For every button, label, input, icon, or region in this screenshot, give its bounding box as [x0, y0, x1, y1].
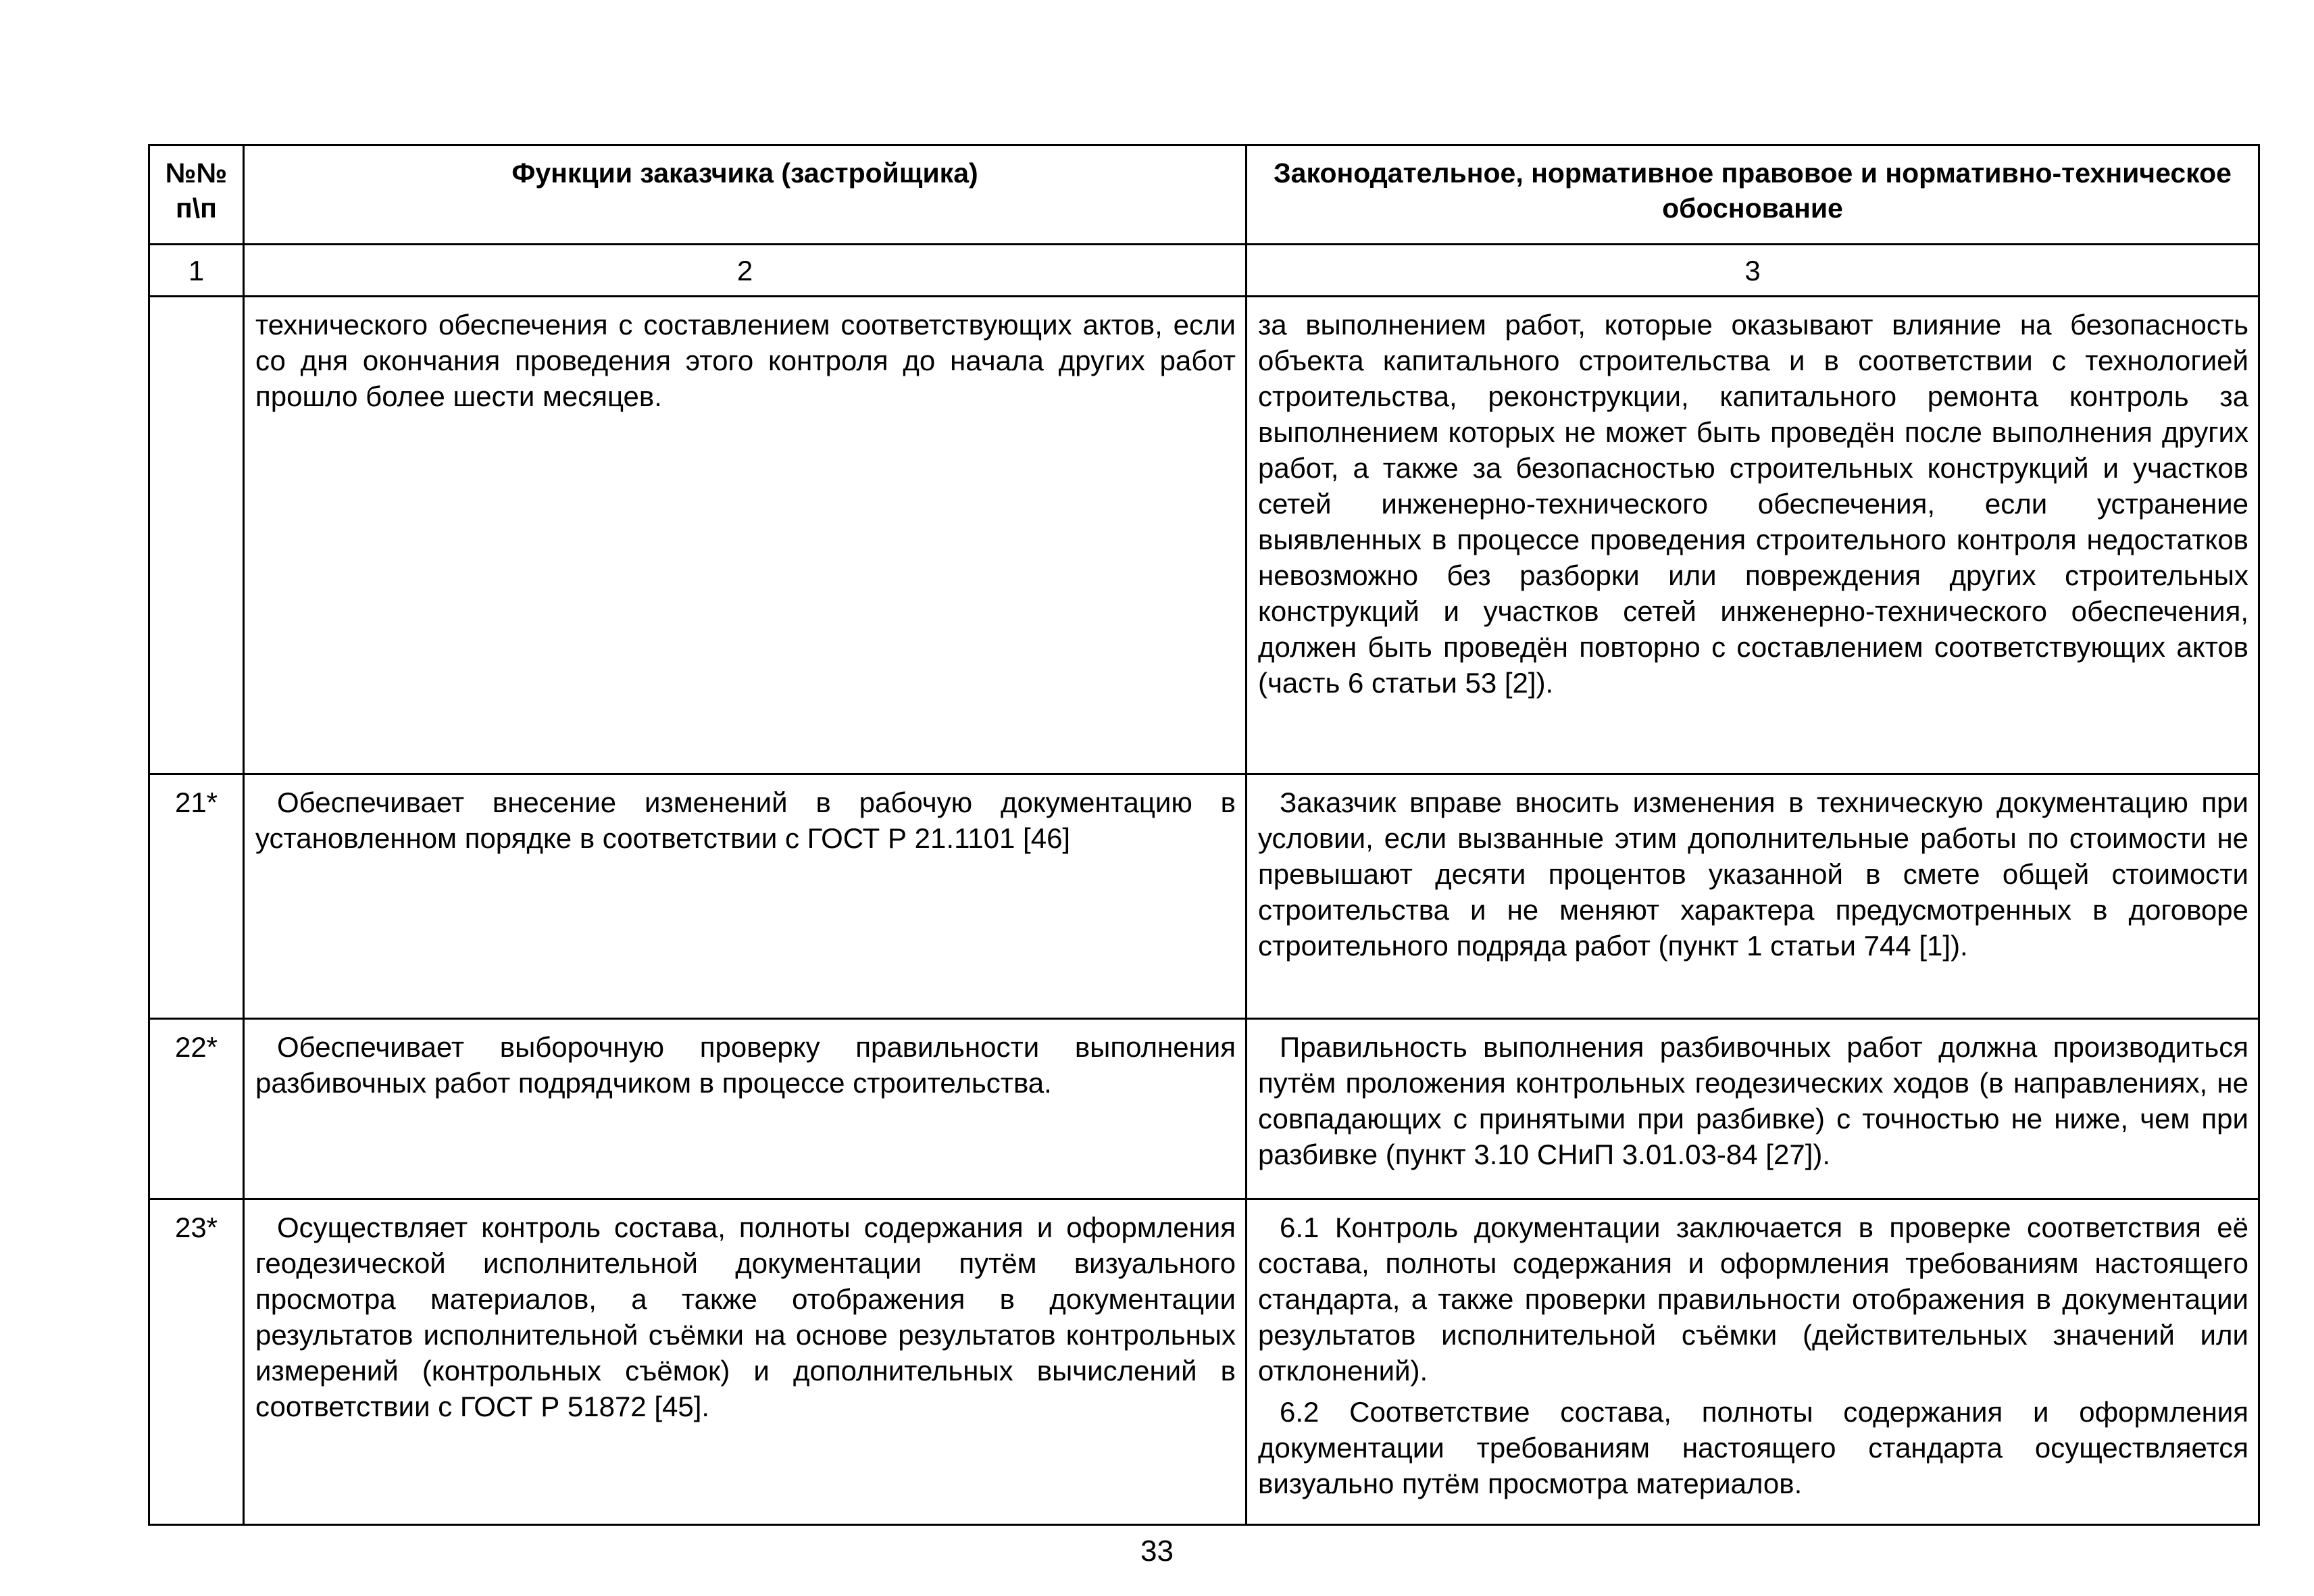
- column-number: 2: [244, 245, 1247, 297]
- column-number: 1: [149, 245, 244, 297]
- header-functions: Функции заказчика (застройщика): [244, 145, 1247, 245]
- function-text: Осуществляет контроль состава, полноты содержания и оформления геодезической исполнительной документации путём визуального просмотра материалов, а также отображения в документации результатов исполнительной съёмки на основе результатов контрольных измерений (контрольных съёмок) и дополнительных вычислений в соответствии с ГОСТ Р 51872 [45].: [255, 1212, 1236, 1422]
- basis-text: 6.2 Соответствие состава, полноты содержания и оформления документации требованиям настоящего стандарта осуществляется визуально путём просмотра материалов.: [1258, 1396, 2248, 1499]
- header-num: №№ п\п: [149, 145, 244, 245]
- function-text: Обеспечивает выборочную проверку правильности выполнения разбивочных работ подрядчиком в процессе строительства.: [255, 1031, 1236, 1099]
- function-cell: [244, 1199, 1247, 1525]
- table-row: [149, 1199, 2259, 1525]
- function-cell: [244, 297, 1247, 774]
- basis-text: Правильность выполнения разбивочных работ должна производиться путём проложения контрольных геодезических ходов (в направлениях, не совпадающих с принятыми при разбивке) с точностью не ниже, чем при разбивке (пункт 3.10 СНиП 3.01.03-84 [27]).: [1258, 1031, 2248, 1170]
- function-cell: [244, 1019, 1247, 1199]
- function-text: технического обеспечения с составлением соответствующих актов, если со дня окончания проведения этого контроля до начала других работ прошло более шести месяцев.: [255, 309, 1236, 412]
- basis-cell: [1247, 774, 2259, 1019]
- row-number: 21*: [149, 774, 244, 1019]
- page-number: 33: [1140, 1535, 1174, 1568]
- header-basis: Законодательное, нормативное правовое и нормативно-техническое обоснование: [1247, 145, 2259, 245]
- basis-cell: [1247, 297, 2259, 774]
- column-numbers-row: [149, 245, 2259, 297]
- column-number: 3: [1247, 245, 2259, 297]
- table-row: [149, 297, 2259, 774]
- row-number: 22*: [149, 1019, 244, 1199]
- table-row: [149, 1019, 2259, 1199]
- table-header-row: [149, 145, 2259, 245]
- basis-text: Заказчик вправе вносить изменения в техническую документацию при условии, если вызванные этим дополнительные работы по стоимости не превышают десяти процентов указанной в смете общей стоимости строительства и не меняют характера предусмотренных в договоре строительного подряда работ (пункт 1 статьи 744 [1]).: [1258, 787, 2248, 962]
- basis-cell: [1247, 1019, 2259, 1199]
- table-row: [149, 774, 2259, 1019]
- function-text: Обеспечивает внесение изменений в рабочую документацию в установленном порядке в соответствии с ГОСТ Р 21.1101 [46]: [255, 787, 1236, 854]
- function-cell: [244, 774, 1247, 1019]
- row-number: [149, 297, 244, 774]
- basis-text: 6.1 Контроль документации заключается в проверке соответствия её состава, полноты содержания и оформления требованиям настоящего стандарта, а также проверки правильности отображения в документации результатов исполнительной съёмки (действительных значений или отклонений).: [1258, 1212, 2248, 1387]
- basis-text: за выполнением работ, которые оказывают влияние на безопасность объекта капитального строительства и в соответствии с технологией строительства, реконструкции, капитального ремонта контроль за выполнением которых не может быть проведён после выполнения других работ, а также за безопасностью строительных конструкций и участков сетей инженерно-технического обеспечения, если устранение выявленных в процессе проведения строительного контроля недостатков невозможно без разборки или повреждения других строительных конструкций и участков сетей инженерно-технического обеспечения, должен быть проведён повторно с составлением соответствующих актов (часть 6 статьи 53 [2]).: [1258, 309, 2248, 699]
- basis-cell: [1247, 1199, 2259, 1525]
- norms-table: [148, 144, 2260, 1526]
- row-number: 23*: [149, 1199, 244, 1525]
